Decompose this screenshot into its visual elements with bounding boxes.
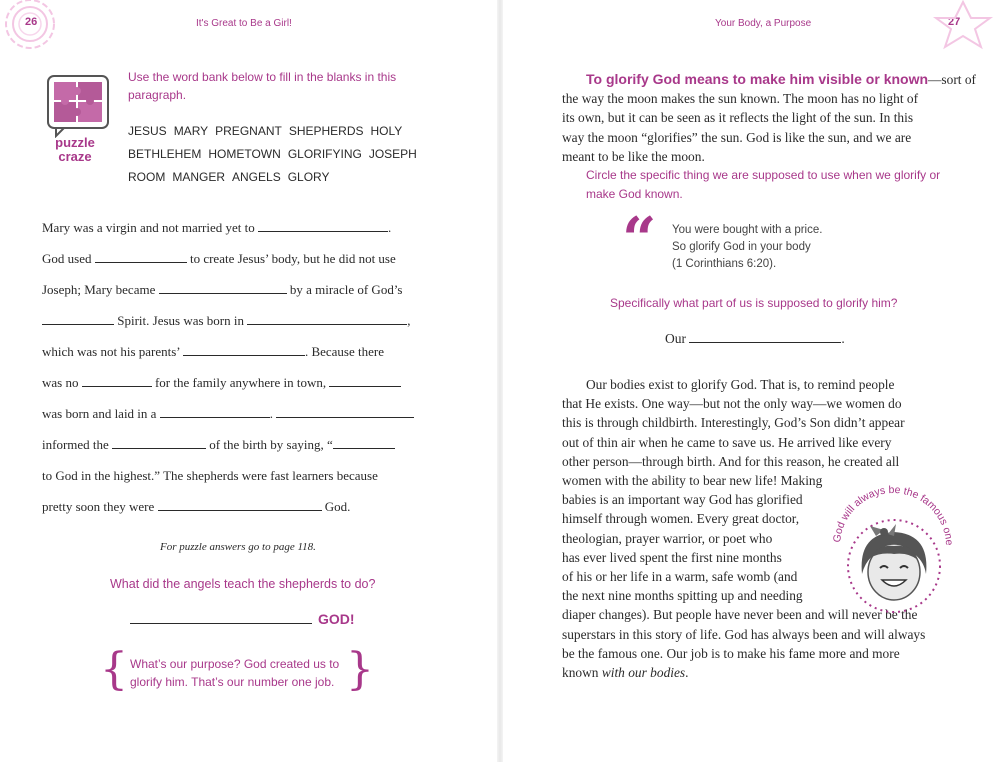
word-bank-row-2 <box>128 147 424 161</box>
answer-blank[interactable] <box>158 498 322 511</box>
answer-blank[interactable] <box>130 611 312 624</box>
answer-blank[interactable] <box>183 343 305 356</box>
intro-paragraph: To glorify God means to make him visible or known—sort of the way the moon makes the sun known. The moon has no light of its own, but it can be seen as it reflects the light of the sun. In this way the moon “glorifies” the sun. God is like the sun, and we are meant to be like the moon. <box>562 71 977 164</box>
badge-arc-text: God will always be the famous one <box>831 483 956 546</box>
fill-in-line: was no for the family anywhere in town, <box>42 374 442 392</box>
word-bank-item: JOSEPH <box>368 147 417 161</box>
star-ornament-icon <box>928 0 998 50</box>
left-brace-icon: { <box>100 644 128 695</box>
puzzle-piece-icon <box>42 70 112 138</box>
answer-blank[interactable] <box>95 250 187 263</box>
word-bank-item: SHEPHERDS <box>288 124 364 138</box>
logo-text-craze: craze <box>58 149 92 164</box>
word-bank-row-3 <box>128 170 337 184</box>
running-header: It's Great to Be a Girl! <box>196 18 292 29</box>
word-bank-item: BETHLEHEM <box>128 147 202 161</box>
answers-note: For puzzle answers go to page 118. <box>160 541 316 553</box>
running-header: Your Body, a Purpose <box>715 18 812 29</box>
word-bank-item: PREGNANT <box>215 124 282 138</box>
answer-row <box>130 611 355 629</box>
our-answer-row: Our . <box>665 331 845 346</box>
word-bank-item: ROOM <box>128 170 166 184</box>
fill-in-line: informed the of the birth by saying, “ <box>42 436 442 454</box>
fill-in-line: God used to create Jesus’ body, but he did not use <box>42 251 396 266</box>
page-number: 27 <box>948 16 961 28</box>
word-bank-item: GLORIFYING <box>287 147 362 161</box>
girl-badge-illustration <box>818 478 968 618</box>
fill-in-line: to God in the highest.” The shepherds were fast learners because <box>42 468 378 483</box>
answer-blank[interactable] <box>159 281 287 294</box>
word-bank-item: MANGER <box>172 170 226 184</box>
puzzle-instructions: Use the word bank below to fill in the blanks in this paragraph. <box>128 70 397 102</box>
word-bank-item: HOLY <box>370 124 403 138</box>
word-bank-item: JESUS <box>128 124 167 138</box>
word-bank-item: MARY <box>173 124 209 138</box>
right-brace-icon: } <box>346 644 374 695</box>
answer-blank[interactable] <box>689 330 841 343</box>
angels-question: What did the angels teach the shepherds to do? <box>110 577 376 591</box>
answer-blank[interactable] <box>329 374 401 387</box>
page-number: 26 <box>25 16 38 28</box>
circle-instruction: Circle the specific thing we are supposed to use when we glorify or make God known. <box>586 168 941 201</box>
word-bank-row-1 <box>128 124 409 138</box>
quote-mark-icon: “ <box>622 205 657 275</box>
purpose-callout: What’s our purpose? God created us to glorify him. That’s our number one job. <box>130 657 340 689</box>
answer-word: GOD! <box>318 611 355 627</box>
answer-blank[interactable] <box>42 312 114 325</box>
fill-in-line: Mary was a virgin and not married yet to . <box>42 220 392 235</box>
answer-blank[interactable] <box>247 312 407 325</box>
fill-in-line: pretty soon they were God. <box>42 499 351 514</box>
answer-blank[interactable] <box>276 405 414 418</box>
fill-in-line: Joseph; Mary became by a miracle of God’s <box>42 282 403 297</box>
answer-blank[interactable] <box>333 436 395 449</box>
fill-in-line: which was not his parents’ . Because there <box>42 344 384 359</box>
answer-blank[interactable] <box>112 436 206 449</box>
body-paragraph: Our bodies exist to glorify God. That is, to remind people that He exists. One way—but not the only way—we women do this is through childbirth. Interestingly, God’s Son didn’t appear out of thin air when he came to save us. He arrived like every other person—through birth. And for this reason, he created all women with the ability to bear new life! Making babies is an important way God has glorified himself through women. Every great doctor, theologian, prayer warrior, or poet who has ever lived spent the first nine months of his or her life in a warm, safe womb (and the next nine months spitting up and needing diaper changes). But people have never been and will never be the superstars in this story of life. God has always been and will always be the famous one. Our job is to make his fame more and more known with our bodies. <box>562 377 926 681</box>
fill-in-line: was born and laid in a . <box>42 405 442 423</box>
puzzle-craze-logo <box>42 70 112 170</box>
logo-text-puzzle: puzzle <box>55 135 95 150</box>
fill-in-line: Spirit. Jesus was born in , <box>42 312 442 330</box>
word-bank-item: ANGELS <box>232 170 281 184</box>
word-bank-item: GLORY <box>287 170 330 184</box>
intro-highlight: To glorify God means to make him visible or known <box>586 71 929 87</box>
word-bank-item: HOMETOWN <box>208 147 281 161</box>
answer-blank[interactable] <box>258 219 388 232</box>
answer-blank[interactable] <box>82 374 152 387</box>
answer-blank[interactable] <box>160 405 270 418</box>
scripture-quote: You were bought with a price. So glorify God in your body (1 Corinthians 6:20). <box>672 224 823 270</box>
body-question: Specifically what part of us is supposed to glorify him? <box>610 296 898 310</box>
